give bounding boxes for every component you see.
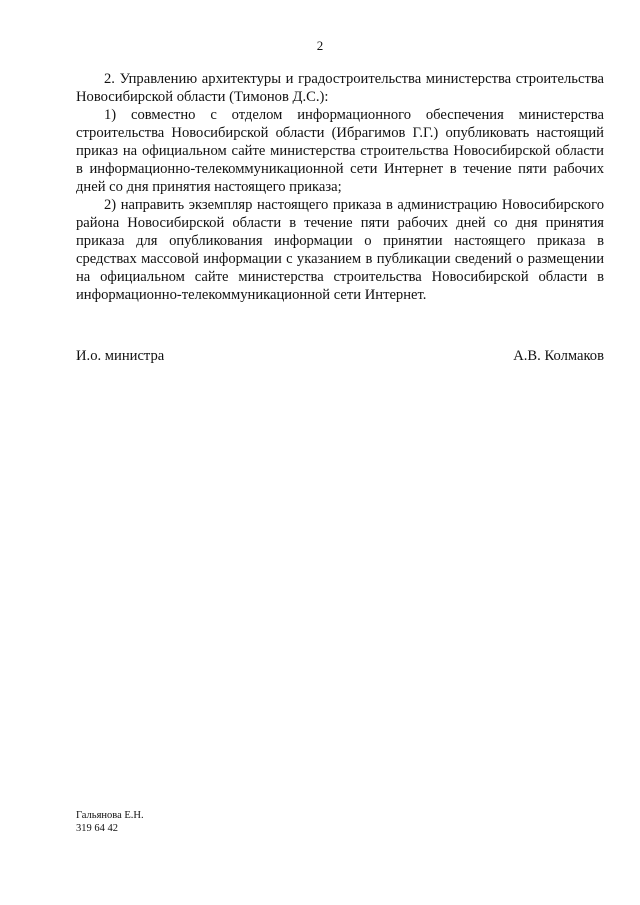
signer-name: А.В. Колмаков [513, 348, 604, 364]
executor-phone: 319 64 42 [76, 823, 118, 834]
executor-info [76, 809, 144, 835]
signature-block [76, 347, 604, 365]
document-body [76, 70, 604, 304]
signer-position: И.о. министра [76, 348, 165, 364]
paragraph-item-2: 2. Управлению архитектуры и градостроительства министерства строительства Новосибирской области (Тимонов Д.С.): [76, 71, 604, 105]
paragraph-subitem-2: 2) направить экземпляр настоящего приказа в администрацию Новосибирского района Новосибирской области в течение пяти рабочих дней со дня принятия приказа для опубликования информации о принятии настоящего приказа в средствах массовой информации с указанием в публикации сведений о размещении на официальном сайте министерства строительства Новосибирской области в информационно-телекоммуникационной сети Интернет. [76, 197, 604, 303]
executor-name: Гальянова Е.Н. [76, 810, 144, 821]
paragraph-subitem-1: 1) совместно с отделом информационного обеспечения министерства строительства Новосибирской области (Ибрагимов Г.Г.) опубликовать настоящий приказ на официальном сайте министерства строительства Новосибирской области в информационно-телекоммуникационной сети Интернет в течение пяти рабочих дней со дня принятия настоящего приказа; [76, 107, 604, 195]
page-number: 2 [316, 38, 324, 53]
